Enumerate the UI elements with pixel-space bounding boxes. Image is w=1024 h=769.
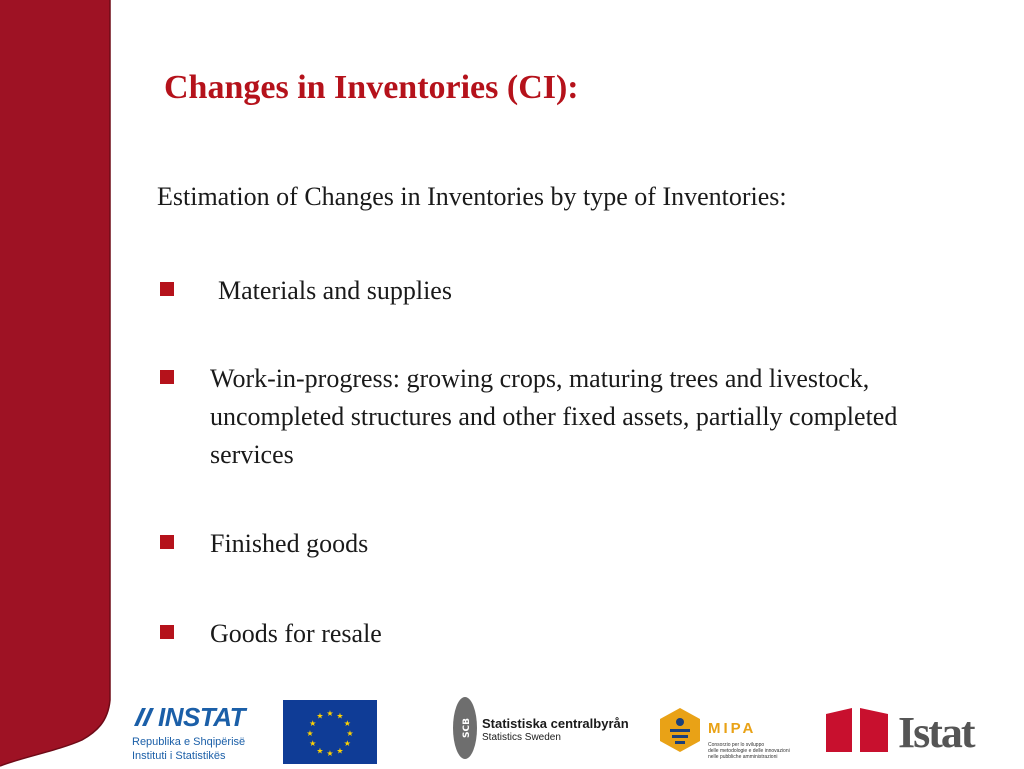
list-item-text: Materials and supplies <box>218 276 452 305</box>
scb-logo <box>452 696 629 760</box>
slide-title: Changes in Inventories (CI): <box>164 69 579 106</box>
scb-badge-icon <box>452 696 478 760</box>
svg-text:★: ★ <box>316 746 324 756</box>
eu-logo <box>283 700 377 769</box>
mipa-line-1: Consorzio per lo sviluppo <box>708 742 765 748</box>
mipa-logo <box>658 702 808 758</box>
square-bullet-icon <box>160 282 174 296</box>
istat-mark-icon <box>826 708 892 752</box>
square-bullet-icon <box>160 370 174 384</box>
square-bullet-icon <box>160 625 174 639</box>
svg-text:★: ★ <box>336 711 344 721</box>
instat-swoosh-icon <box>132 706 158 728</box>
svg-text:★: ★ <box>336 746 344 756</box>
istat-wordmark: Istat <box>898 708 974 757</box>
mipa-line-3: nelle pubbliche amministrazioni <box>708 754 778 760</box>
svg-text:★: ★ <box>346 729 354 738</box>
square-bullet-icon <box>160 535 174 549</box>
svg-text:★: ★ <box>316 711 324 721</box>
svg-text:★: ★ <box>306 729 314 738</box>
mipa-wordmark: MIPA <box>708 720 757 737</box>
svg-text:★: ★ <box>343 719 351 728</box>
intro-text: Estimation of Changes in Inventories by type of Inventories: <box>157 182 787 211</box>
list-item-text: Work-in-progress: growing crops, maturing trees and livestock, uncompleted structures and other fixed assets, partially completed services <box>210 364 898 469</box>
svg-text:★: ★ <box>326 749 334 758</box>
svg-text:★: ★ <box>309 739 317 748</box>
svg-text:★: ★ <box>343 739 351 748</box>
list-item-text: Goods for resale <box>210 619 382 648</box>
mipa-hexagon-icon <box>658 706 702 754</box>
mipa-line-2: delle metodologie e delle innovazioni <box>708 748 790 754</box>
instat-logo <box>132 702 246 762</box>
svg-text:SCB: SCB <box>462 718 472 738</box>
instat-line-2: Instituti i Statistikës <box>132 750 226 762</box>
svg-text:★: ★ <box>309 719 317 728</box>
scb-name: Statistiska centralbyrån <box>482 716 629 731</box>
instat-line-1: Republika e Shqipërisë <box>132 736 246 748</box>
istat-logo <box>826 700 986 760</box>
scb-subtitle: Statistics Sweden <box>482 732 561 743</box>
eu-flag-icon <box>283 700 377 764</box>
left-decorative-band <box>0 0 112 768</box>
instat-wordmark: INSTAT <box>158 702 246 732</box>
partner-logos <box>0 690 1024 768</box>
svg-text:★: ★ <box>326 709 334 718</box>
list-item-text: Finished goods <box>210 529 369 558</box>
